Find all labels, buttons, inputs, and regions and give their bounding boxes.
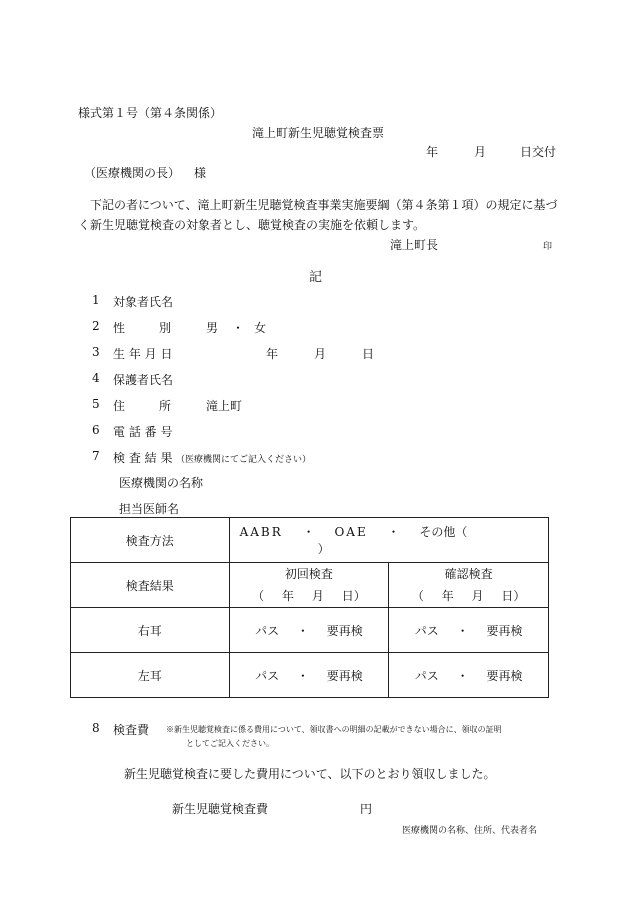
pass-option: パス — [255, 668, 280, 683]
addressee-honorific: 様 — [194, 166, 207, 180]
address-label-a: 住 — [113, 399, 126, 413]
item-number: 7 — [92, 449, 100, 463]
intro-line-1: 下記の者について、滝上町新生児聴覚検査事業実施要綱（第４条第１項）の規定に基づ — [90, 198, 558, 212]
pass-option: パス — [414, 623, 439, 638]
date-month: 月 — [311, 589, 324, 603]
item-number: 6 — [92, 423, 100, 437]
method-label-cell — [71, 518, 230, 563]
recheck-option: 要再検 — [486, 623, 523, 638]
item-number: 1 — [92, 293, 100, 307]
item-number: 8 — [92, 721, 100, 735]
birth-year: 年 — [266, 347, 279, 361]
exam-result-label: 検 査 結 果 — [113, 451, 173, 465]
exam-table — [70, 517, 549, 698]
issue-month: 月 — [474, 145, 487, 159]
issuer-name: 滝上町長 — [390, 238, 439, 252]
exam-fee-label: 検査費 — [113, 723, 150, 737]
method-aabr: AABR — [239, 525, 283, 539]
result-label-cell — [71, 563, 230, 608]
pass-option: パス — [255, 623, 280, 638]
method-oae: OAE — [334, 525, 368, 539]
right-ear-label: 右耳 — [137, 623, 162, 638]
birth-label: 生 年 月 日 — [113, 347, 173, 361]
sex-male: 男 — [206, 321, 219, 335]
method-options-cell — [229, 518, 548, 563]
issue-day: 日交付 — [520, 145, 557, 159]
fee-note-line-2: としてご記入ください。 — [186, 739, 274, 748]
sex-label-b: 別 — [159, 321, 172, 335]
issue-year: 年 — [426, 145, 439, 159]
date-year: 年 — [282, 589, 295, 603]
exam-result-note: （医療機関にてご記入ください） — [176, 455, 312, 465]
institution-info-label: 医療機関の名称、住所、代表者名 — [402, 826, 538, 836]
birth-day: 日 — [362, 347, 375, 361]
recheck-option: 要再検 — [486, 668, 523, 683]
institution-name-label: 医療機関の名称 — [119, 476, 204, 490]
form-number: 様式第１号（第４条関係） — [78, 106, 223, 120]
address-value: 滝上町 — [206, 399, 243, 413]
date-open: （ — [411, 589, 424, 603]
table-row — [71, 653, 549, 698]
birth-month: 月 — [314, 347, 327, 361]
date-open: （ — [252, 589, 265, 603]
date-month: 月 — [471, 589, 484, 603]
result-separator: ・ — [456, 623, 469, 638]
date-year: 年 — [441, 589, 454, 603]
pass-option: パス — [414, 668, 439, 683]
result-separator: ・ — [296, 668, 309, 683]
left-ear-first-result — [229, 653, 389, 698]
fee-note-line-1: ※新生児聴覚検査に係る費用について、領収書への明細の記載ができない場合に、領収の証明 — [166, 725, 502, 734]
result-separator: ・ — [456, 668, 469, 683]
right-ear-cell — [71, 608, 230, 653]
table-row — [71, 608, 549, 653]
sex-label-a: 性 — [113, 321, 126, 335]
subject-name-label: 対象者氏名 — [113, 295, 174, 309]
intro-line-2: く新生児聴覚検査の対象者とし、聴覚検査の実施を依頼します。 — [78, 218, 426, 232]
first-exam-label: 初回検査 — [284, 567, 333, 581]
form-title: 滝上町新生児聴覚検査票 — [252, 126, 385, 140]
confirm-exam-label: 確認検査 — [444, 567, 493, 581]
ki-heading: 記 — [309, 270, 323, 285]
sex-female: 女 — [254, 321, 267, 335]
first-exam-date — [230, 585, 389, 607]
method-other-close: ） — [317, 542, 330, 556]
address-label-b: 所 — [159, 399, 172, 413]
first-exam-cell — [229, 563, 389, 608]
date-day: 日） — [341, 589, 366, 603]
method-other: その他（ — [419, 525, 468, 539]
fee-label: 新生児聴覚検査費 — [172, 802, 269, 816]
phone-label: 電 話 番 号 — [113, 425, 173, 439]
method-label: 検査方法 — [125, 533, 174, 548]
method-separator: ・ — [387, 525, 400, 539]
doctor-name-label: 担当医師名 — [119, 502, 180, 516]
confirm-exam-cell — [389, 563, 549, 608]
right-ear-confirm-result — [389, 608, 549, 653]
receipt-statement: 新生児聴覚検査に要した費用について、以下のとおり領収しました。 — [124, 767, 496, 781]
item-number: 4 — [92, 371, 100, 385]
table-row — [71, 518, 549, 563]
right-ear-first-result — [229, 608, 389, 653]
item-number: 5 — [92, 397, 100, 411]
item-number: 2 — [92, 319, 100, 333]
left-ear-label: 左耳 — [137, 668, 162, 683]
recheck-option: 要再検 — [326, 623, 363, 638]
result-separator: ・ — [296, 623, 309, 638]
date-day: 日） — [501, 589, 526, 603]
seal-mark: 印 — [543, 242, 553, 252]
item-number: 3 — [92, 345, 100, 359]
left-ear-confirm-result — [389, 653, 549, 698]
guardian-name-label: 保護者氏名 — [113, 373, 174, 387]
left-ear-cell — [71, 653, 230, 698]
recheck-option: 要再検 — [326, 668, 363, 683]
sex-separator: ・ — [232, 321, 245, 335]
yen-unit: 円 — [360, 802, 373, 816]
confirm-exam-date — [389, 585, 548, 607]
table-row — [71, 563, 549, 608]
result-label: 検査結果 — [125, 578, 174, 593]
addressee-name: （医療機関の長） — [84, 166, 181, 180]
method-separator: ・ — [302, 525, 315, 539]
